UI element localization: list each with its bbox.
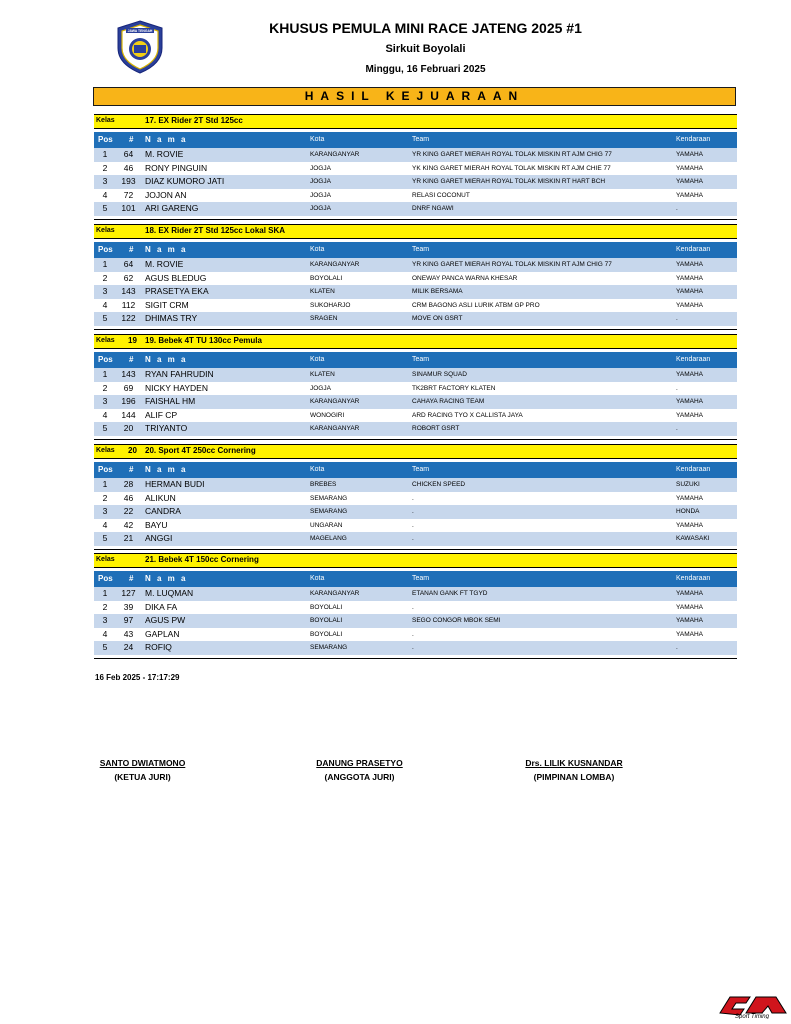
brand-text: Sport Timing	[735, 1014, 769, 1019]
cell-pos: 3	[102, 506, 108, 517]
table-row	[94, 272, 737, 286]
table-row	[94, 285, 737, 299]
col-number: #	[129, 355, 134, 364]
cell-nama: TRIYANTO	[145, 423, 188, 434]
signature-name: Drs. LILIK KUSNANDAR	[525, 758, 623, 768]
cell-pos: 1	[102, 149, 108, 159]
cell-number: 46	[123, 492, 134, 503]
cell-team: MILIK BERSAMA	[412, 288, 463, 296]
cell-kendaraan: .	[676, 644, 678, 652]
class-header	[94, 114, 737, 129]
cell-team: YK KING GARET MIERAH ROYAL TOLAK MISKIN RT AJM CHIE 77	[412, 164, 611, 172]
class-label: Kelas	[96, 117, 115, 124]
table-row	[94, 368, 737, 382]
cell-kota: KLATEN	[310, 371, 335, 378]
table-row	[94, 601, 737, 615]
cell-nama: BAYU	[145, 519, 168, 530]
col-team: Team	[412, 136, 430, 143]
cell-kendaraan: YAMAHA	[676, 301, 703, 309]
class-title: 20. Sport 4T 250cc Cornering	[145, 446, 256, 455]
cell-team: ARD RACING TYO X CALLISTA JAYA	[412, 411, 523, 419]
cell-number: 122	[121, 313, 136, 324]
col-number: #	[129, 465, 134, 474]
cell-kendaraan: YAMAHA	[676, 151, 703, 158]
column-header-row	[94, 462, 737, 478]
cell-kendaraan: YAMAHA	[676, 630, 703, 638]
cell-pos: 1	[102, 369, 108, 379]
cell-pos: 3	[102, 286, 108, 297]
class-header	[94, 553, 737, 568]
cell-kendaraan: YAMAHA	[676, 371, 703, 378]
cell-number: 69	[123, 382, 134, 393]
venue: Sirkuit Boyolali	[385, 43, 466, 55]
cell-nama: RONY PINGUIN	[145, 162, 208, 173]
cell-team: .	[412, 508, 414, 516]
cell-nama: M. ROVIE	[145, 259, 184, 269]
col-pos: Pos	[98, 574, 113, 583]
cell-number: 112	[121, 299, 136, 310]
column-header-row	[94, 352, 737, 368]
cell-number: 127	[121, 588, 136, 598]
cell-number: 144	[121, 409, 136, 420]
class-title: 21. Bebek 4T 150cc Cornering	[145, 555, 259, 564]
cell-pos: 5	[102, 533, 108, 544]
cell-team: DNRF NGAWI	[412, 205, 454, 213]
cell-kota: SEMARANG	[310, 508, 348, 516]
table-row	[94, 492, 737, 506]
cell-kota: MAGELANG	[310, 535, 347, 543]
results-section	[94, 444, 737, 550]
col-kendaraan: Kendaraan	[676, 136, 711, 143]
signature-name: SANTO DWIATMONO	[99, 758, 186, 768]
cell-pos: 2	[102, 162, 108, 173]
signature-role: (ANGGOTA JURI)	[324, 772, 395, 782]
cell-pos: 3	[102, 396, 108, 407]
cell-nama: HERMAN BUDI	[145, 479, 205, 489]
class-header	[94, 224, 737, 239]
cell-nama: SIGIT CRM	[145, 299, 189, 310]
col-pos: Pos	[98, 135, 113, 144]
table-row	[94, 641, 737, 655]
table-row	[94, 162, 737, 176]
svg-text:JAWA TENGAH: JAWA TENGAH	[127, 29, 153, 33]
col-kota: Kota	[310, 575, 325, 582]
cell-nama: AGUS PW	[145, 615, 186, 626]
class-title: 17. EX Rider 2T Std 125cc	[145, 116, 243, 125]
cell-team: ROBORT GSRT	[412, 425, 460, 433]
cell-team: YR KING GARET MIERAH ROYAL TOLAK MISKIN RT AJM CHIG 77	[412, 261, 612, 268]
cell-kota: JOGJA	[310, 164, 331, 172]
class-header	[94, 444, 737, 459]
cell-nama: ALIKUN	[145, 492, 176, 503]
col-nama: N a m a	[145, 245, 188, 254]
col-kendaraan: Kendaraan	[676, 466, 711, 473]
cell-kendaraan: YAMAHA	[676, 178, 703, 186]
table-row	[94, 258, 737, 272]
cell-number: 46	[123, 162, 134, 173]
table-row	[94, 628, 737, 642]
cell-team: SINAMUR SQUAD	[412, 371, 467, 378]
cell-kota: KARANGANYAR	[310, 151, 360, 158]
cell-nama: M. LUQMAN	[145, 588, 194, 598]
cell-pos: 1	[102, 588, 108, 598]
table-row	[94, 299, 737, 313]
cell-pos: 2	[102, 601, 108, 612]
section-divider	[94, 658, 737, 659]
cell-number: 24	[123, 642, 134, 653]
table-row	[94, 202, 737, 216]
cell-team: .	[412, 535, 414, 543]
cell-kendaraan: .	[676, 384, 678, 392]
cell-number: 39	[123, 601, 134, 612]
cell-kota: JOGJA	[310, 191, 331, 199]
cell-kendaraan: .	[676, 315, 678, 323]
cell-nama: DIAZ KUMORO JATI	[145, 176, 225, 187]
cell-nama: JOJON AN	[145, 189, 187, 200]
cell-team: RELASI COCONUT	[412, 191, 470, 199]
cell-pos: 4	[102, 299, 108, 310]
cell-kota: SUKOHARJO	[310, 301, 351, 309]
cell-nama: RYAN FAHRUDIN	[145, 369, 214, 379]
cell-pos: 4	[102, 189, 108, 200]
cell-number: 143	[121, 286, 136, 297]
cell-nama: AGUS BLEDUG	[145, 272, 207, 283]
cell-nama: ANGGI	[145, 533, 173, 544]
cell-kendaraan: YAMAHA	[676, 164, 703, 172]
col-team: Team	[412, 246, 430, 253]
cell-kendaraan: .	[676, 425, 678, 433]
cell-nama: CANDRA	[145, 506, 181, 517]
cell-kota: BOYOLALI	[310, 603, 343, 611]
cell-pos: 5	[102, 642, 108, 653]
cell-kota: BOYOLALI	[310, 617, 343, 625]
table-row	[94, 312, 737, 326]
cell-team: CRM BAGONG ASLI LURIK ATBM GP PRO	[412, 301, 540, 309]
cell-nama: M. ROVIE	[145, 149, 184, 159]
cell-nama: FAISHAL HM	[145, 396, 196, 407]
col-number: #	[129, 574, 134, 583]
cell-nama: GAPLAN	[145, 628, 180, 639]
cell-nama: DIKA FA	[145, 601, 178, 612]
table-row	[94, 614, 737, 628]
cell-pos: 4	[102, 519, 108, 530]
section-divider	[94, 219, 737, 220]
cell-kendaraan: YAMAHA	[676, 261, 703, 268]
results-section	[94, 553, 737, 659]
col-pos: Pos	[98, 355, 113, 364]
sport-timing-logo	[716, 993, 788, 1019]
table-row	[94, 478, 737, 492]
cell-pos: 3	[102, 615, 108, 626]
cell-nama: NICKY HAYDEN	[145, 382, 208, 393]
cell-number: 22	[123, 506, 134, 517]
col-nama: N a m a	[145, 355, 188, 364]
cell-kendaraan: YAMAHA	[676, 398, 703, 406]
cell-kota: JOGJA	[310, 178, 331, 186]
cell-kendaraan: YAMAHA	[676, 288, 703, 296]
cell-kota: KARANGANYAR	[310, 398, 360, 406]
col-pos: Pos	[98, 465, 113, 474]
section-divider	[94, 549, 737, 550]
cell-kota: JOGJA	[310, 205, 331, 213]
cell-team: YR KING GARET MIERAH ROYAL TOLAK MISKIN RT AJM CHIG 77	[412, 151, 612, 158]
cell-kota: KARANGANYAR	[310, 261, 360, 268]
cell-team: SEGO CONGOR MBOK SEMI	[412, 617, 501, 625]
col-pos: Pos	[98, 245, 113, 254]
col-kendaraan: Kendaraan	[676, 356, 711, 363]
cell-nama: PRASETYA EKA	[145, 286, 209, 297]
cell-nama: ALIF CP	[145, 409, 178, 420]
cell-number: 62	[123, 272, 134, 283]
cell-kendaraan: YAMAHA	[676, 191, 703, 199]
table-row	[94, 189, 737, 203]
class-number: 19	[128, 336, 137, 345]
cell-pos: 2	[102, 272, 108, 283]
cell-kendaraan: YAMAHA	[676, 521, 703, 529]
class-label: Kelas	[96, 447, 115, 454]
class-title: 19. Bebek 4T TU 130cc Pemula	[145, 336, 262, 345]
cell-number: 101	[121, 203, 136, 214]
cell-number: 72	[123, 189, 134, 200]
results-section	[94, 334, 737, 440]
cell-team: MOVE ON GSRT	[412, 315, 463, 323]
table-row	[94, 409, 737, 423]
results-section	[94, 224, 737, 330]
col-team: Team	[412, 356, 430, 363]
col-number: #	[129, 245, 134, 254]
cell-kota: KARANGANYAR	[310, 590, 360, 597]
cell-pos: 1	[102, 259, 108, 269]
cell-number: 196	[121, 396, 136, 407]
signature-pimpinan-lomba	[519, 758, 629, 782]
table-row	[94, 519, 737, 533]
cell-team: TK2BRT FACTORY KLATEN	[412, 384, 496, 392]
class-label: Kelas	[96, 227, 115, 234]
col-number: #	[129, 135, 134, 144]
cell-kota: BOYOLALI	[310, 630, 343, 638]
event-date: Minggu, 16 Februari 2025	[365, 64, 486, 75]
cell-team: .	[412, 521, 414, 529]
col-kota: Kota	[310, 246, 325, 253]
cell-kendaraan: HONDA	[676, 508, 700, 516]
cell-kendaraan: SUZUKI	[676, 481, 700, 488]
cell-kendaraan: YAMAHA	[676, 494, 703, 502]
cell-number: 193	[121, 176, 136, 187]
cell-team: ETANAN GANK FT TGYD	[412, 590, 488, 597]
cell-kota: WONOGIRI	[310, 411, 345, 419]
col-kendaraan: Kendaraan	[676, 246, 711, 253]
cell-number: 21	[123, 533, 134, 544]
class-title: 18. EX Rider 2T Std 125cc Lokal SKA	[145, 226, 286, 235]
col-nama: N a m a	[145, 135, 188, 144]
cell-kendaraan: .	[676, 205, 678, 213]
print-timestamp: 16 Feb 2025 - 17:17:29	[95, 673, 180, 682]
cell-kendaraan: YAMAHA	[676, 411, 703, 419]
cell-kota: KARANGANYAR	[310, 425, 360, 433]
section-divider	[94, 439, 737, 440]
col-team: Team	[412, 575, 430, 582]
cell-pos: 4	[102, 628, 108, 639]
cell-kota: KLATEN	[310, 288, 335, 296]
cell-team: .	[412, 630, 414, 638]
cell-pos: 5	[102, 313, 108, 324]
col-kota: Kota	[310, 466, 325, 473]
cell-nama: ROFIQ	[145, 642, 172, 653]
cell-kendaraan: YAMAHA	[676, 617, 703, 625]
cell-team: .	[412, 494, 414, 502]
table-row	[94, 382, 737, 396]
cell-kota: UNGARAN	[310, 521, 343, 529]
table-row	[94, 505, 737, 519]
table-row	[94, 587, 737, 601]
cell-kota: BREBES	[310, 481, 337, 488]
class-number: 20	[128, 446, 137, 455]
signature-anggota-juri	[312, 758, 407, 782]
cell-number: 97	[123, 615, 134, 626]
class-label: Kelas	[96, 556, 115, 563]
col-nama: N a m a	[145, 574, 188, 583]
cell-kota: JOGJA	[310, 384, 331, 392]
cell-kendaraan: YAMAHA	[676, 603, 703, 611]
signature-name: DANUNG PRASETYO	[316, 758, 403, 768]
cell-kota: SEMARANG	[310, 494, 348, 502]
column-header-row	[94, 242, 737, 258]
cell-number: 64	[123, 259, 134, 269]
col-kota: Kota	[310, 356, 325, 363]
class-label: Kelas	[96, 337, 115, 344]
cell-kendaraan: YAMAHA	[676, 274, 703, 282]
col-kendaraan: Kendaraan	[676, 575, 711, 582]
cell-number: 20	[123, 423, 134, 434]
cell-number: 143	[121, 369, 136, 379]
table-row	[94, 395, 737, 409]
cell-pos: 5	[102, 203, 108, 214]
cell-team: ONEWAY PANCA WARNA KHESAR	[412, 274, 518, 282]
cell-kendaraan: KAWASAKI	[676, 535, 710, 543]
table-row	[94, 148, 737, 162]
cell-nama: DHIMAS TRY	[145, 313, 198, 324]
signature-ketua-juri	[95, 758, 190, 782]
signature-role: (PIMPINAN LOMBA)	[533, 772, 615, 782]
cell-pos: 5	[102, 423, 108, 434]
cell-pos: 4	[102, 409, 108, 420]
col-kota: Kota	[310, 136, 325, 143]
cell-kota: SEMARANG	[310, 644, 348, 652]
results-banner: HASIL KEJUARAAN	[93, 87, 736, 106]
cell-pos: 2	[102, 382, 108, 393]
cell-team: CHICKEN SPEED	[412, 481, 466, 488]
cell-number: 43	[123, 628, 134, 639]
signature-role: (KETUA JURI)	[114, 772, 171, 782]
column-header-row	[94, 571, 737, 587]
table-row	[94, 175, 737, 189]
cell-kota: BOYOLALI	[310, 274, 343, 282]
section-divider	[94, 329, 737, 330]
cell-pos: 2	[102, 492, 108, 503]
table-row	[94, 422, 737, 436]
col-team: Team	[412, 466, 430, 473]
cell-kota: SRAGEN	[310, 315, 338, 323]
cell-team: .	[412, 644, 414, 652]
cell-team: .	[412, 603, 414, 611]
col-nama: N a m a	[145, 465, 188, 474]
table-row	[94, 532, 737, 546]
cell-pos: 1	[102, 479, 108, 489]
cell-number: 64	[123, 149, 134, 159]
cell-pos: 3	[102, 176, 108, 187]
cell-kendaraan: YAMAHA	[676, 590, 703, 597]
cell-nama: ARI GARENG	[145, 203, 199, 214]
cell-team: YR KING GARET MIERAH ROYAL TOLAK MISKIN RT HART BCH	[412, 178, 606, 186]
cell-number: 42	[123, 519, 134, 530]
column-header-row	[94, 132, 737, 148]
class-header	[94, 334, 737, 349]
cell-number: 28	[123, 479, 134, 489]
cell-team: CAHAYA RACING TEAM	[412, 398, 485, 406]
page-title: KHUSUS PEMULA MINI RACE JATENG 2025 #1	[269, 20, 582, 36]
results-section	[94, 114, 737, 220]
